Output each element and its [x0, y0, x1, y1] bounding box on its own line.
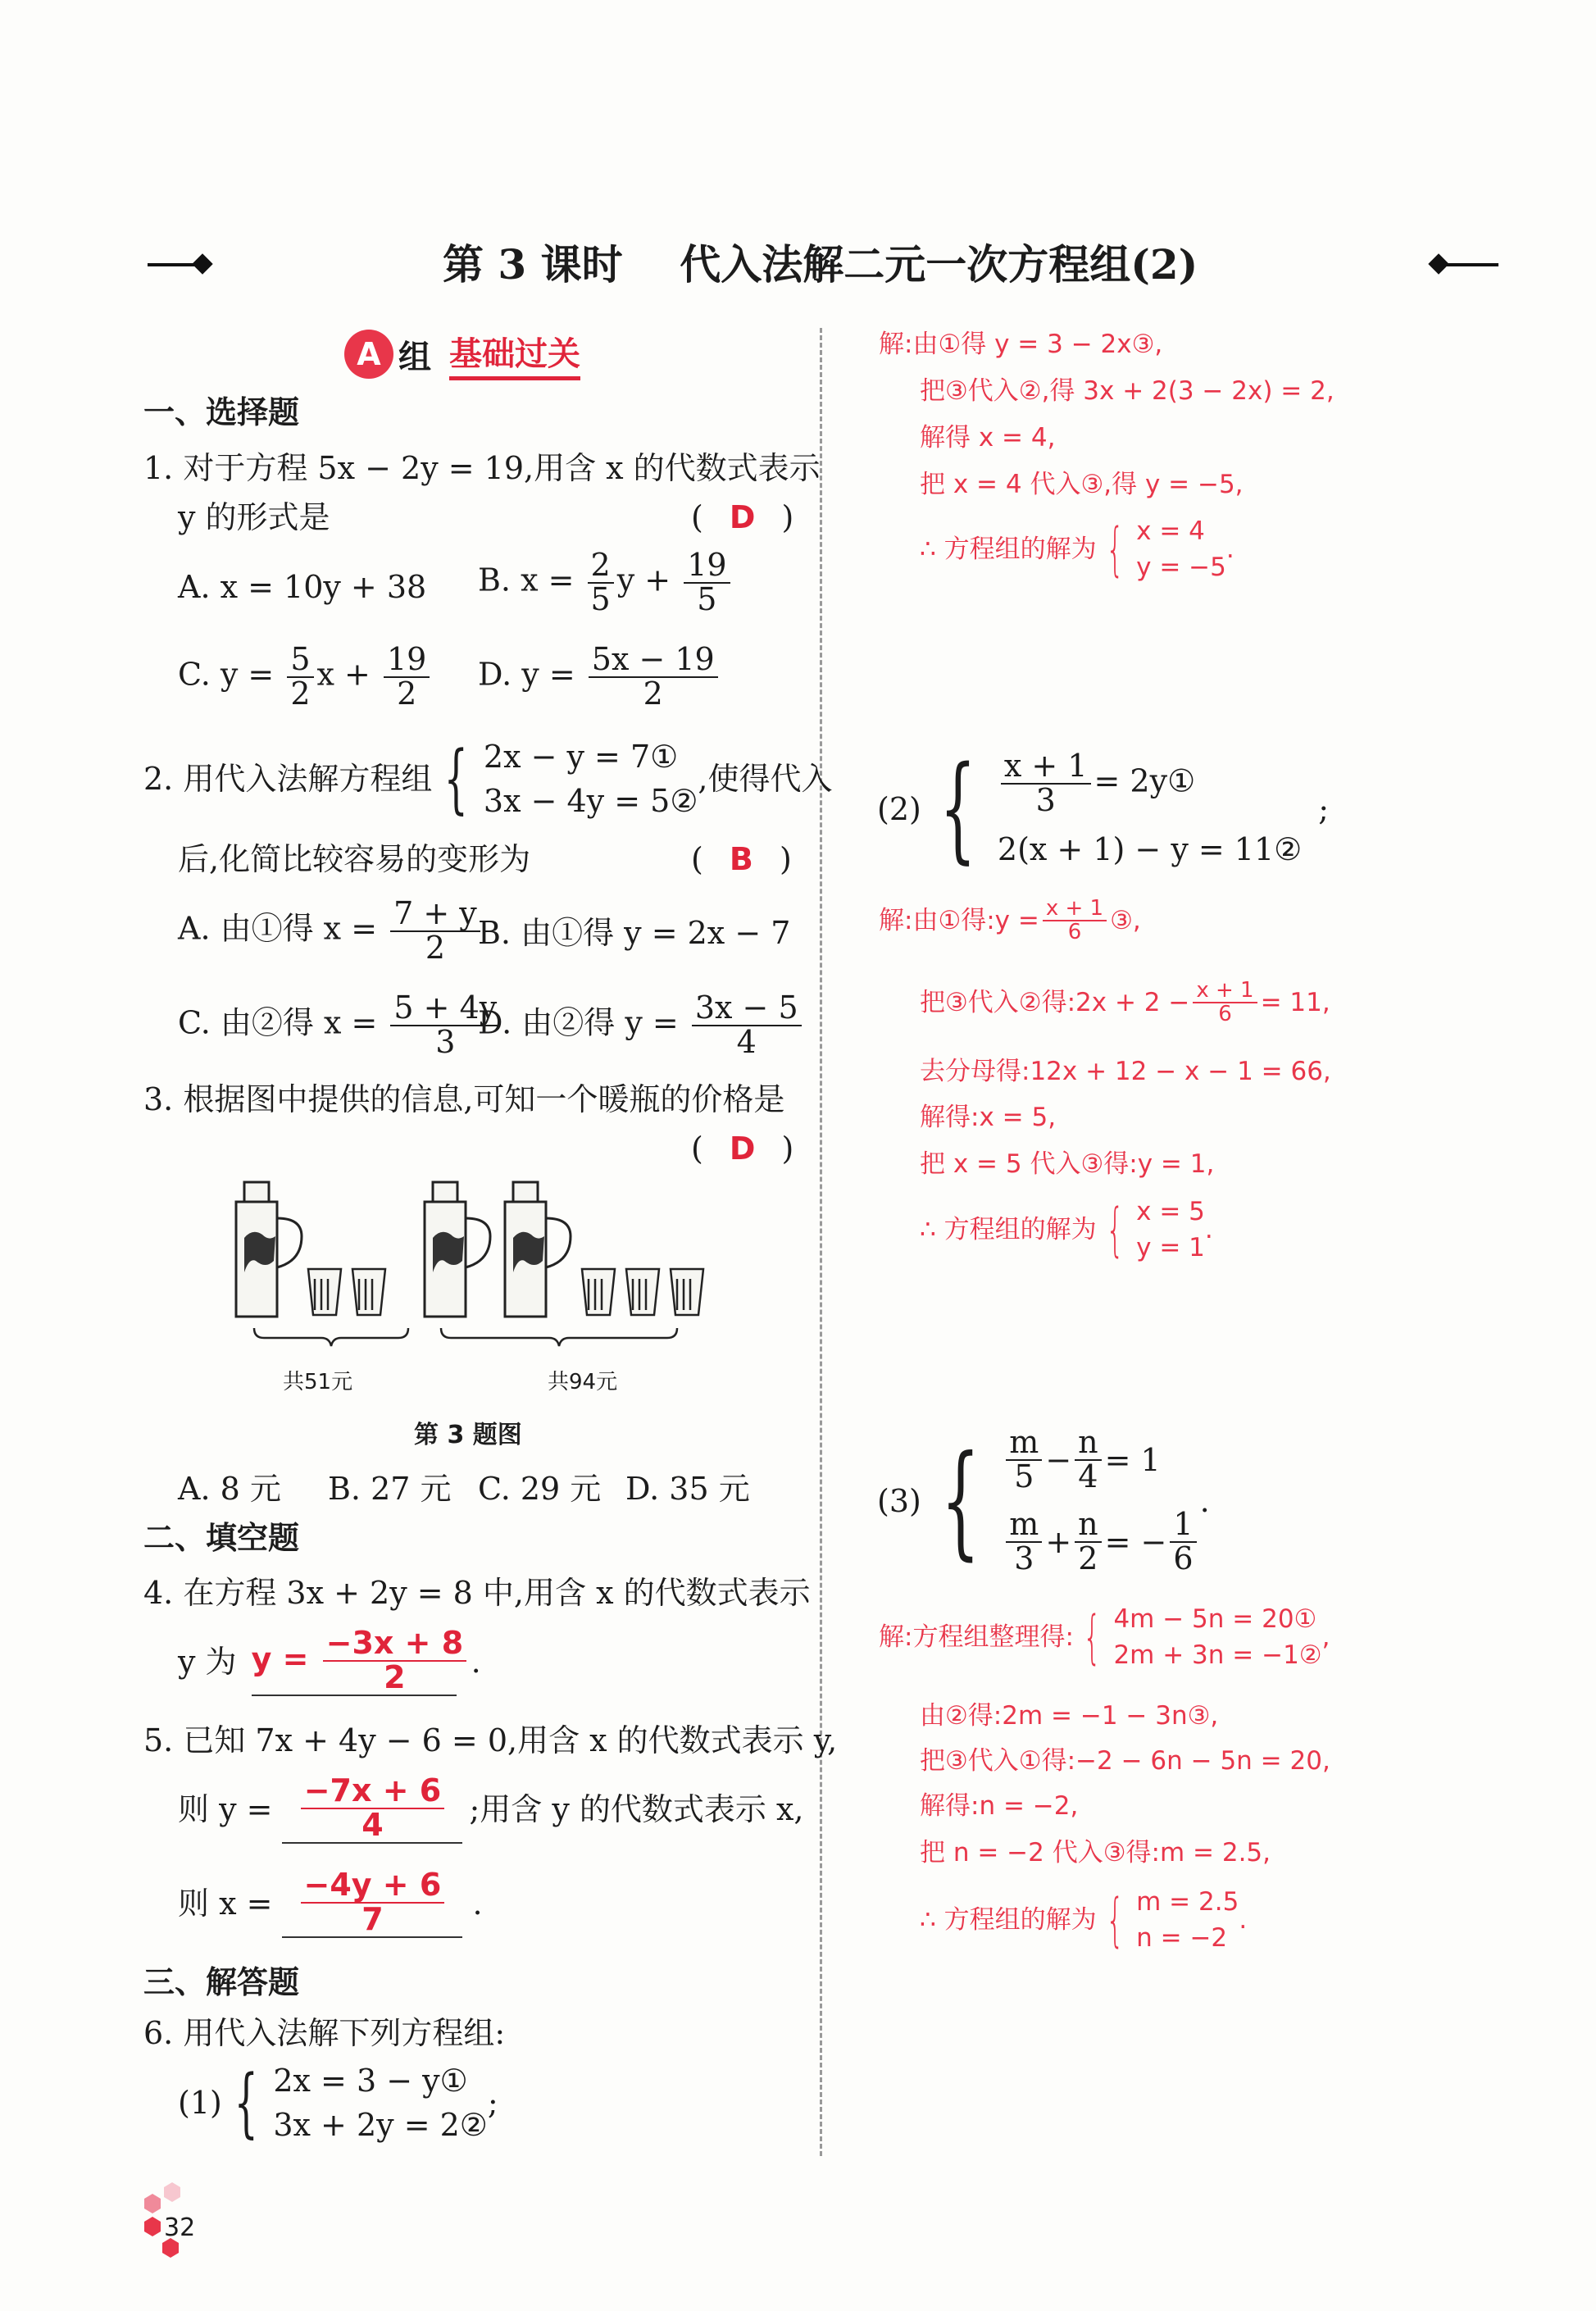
- q4-stem-b-row: [178, 1627, 481, 1696]
- group-badge-circle: [344, 330, 393, 379]
- sol2-l6-pre: ∴ 方程组的解为: [920, 1215, 1097, 1244]
- frac-den: 5: [590, 580, 611, 617]
- sol3-l6-pre: ∴ 方程组的解为: [920, 1905, 1097, 1935]
- sol1-line2: 把③代入②,得 3x + 2(3 − 2x) = 2,: [920, 376, 1335, 406]
- sol3-system1: [1074, 1603, 1322, 1672]
- frac-num: 7 + y: [390, 898, 480, 932]
- q1-opt-b-mid: y +: [616, 562, 671, 598]
- brace-icon: {: [940, 1429, 980, 1572]
- q3-option-c: C. 29 元: [478, 1471, 602, 1507]
- sol3-l6-a: m = 2.5: [1136, 1887, 1239, 1917]
- page-title: 第 3 课时 代入法解二元一次方程组(2): [443, 240, 1198, 289]
- q6-p2-label: (2): [877, 790, 921, 827]
- q6-p2-eq1-rest: = 2y①: [1094, 762, 1196, 799]
- sol1-line5: [920, 515, 1235, 584]
- sol3-l1-b: 2m + 3n = −1②: [1113, 1640, 1322, 1670]
- q3-caption-left: 共51元: [283, 1370, 353, 1394]
- q5-x-blank: [282, 1869, 462, 1938]
- q6-p3-label: (3): [877, 1482, 921, 1519]
- sol2-l1-frac: [1043, 898, 1107, 944]
- q2-stem-post: ,使得代入: [698, 761, 833, 797]
- group-letter: A: [357, 336, 381, 372]
- q2-system-rows: [484, 738, 698, 820]
- frac-den: 3: [1014, 1540, 1034, 1576]
- q5-y-row: [178, 1772, 804, 1844]
- sol2-l6-b: y = 1: [1136, 1233, 1205, 1262]
- q2-option-c: [178, 989, 503, 1060]
- q6-p2-system: [921, 741, 1303, 876]
- q2-option-a: [178, 895, 484, 966]
- sol3-l1-a: 4m − 5n = 20①: [1113, 1604, 1317, 1634]
- q6-p3-eq2-rest: = −: [1104, 1523, 1167, 1560]
- frac-num: 5: [287, 644, 313, 678]
- brace-icon: {: [1105, 1886, 1124, 1954]
- q1-opt-d-frac: [589, 641, 718, 712]
- q5-y-frac: [301, 1772, 445, 1843]
- frac-num: 19: [684, 549, 730, 584]
- q2-opt-c-pre: C. 由②得 x =: [178, 1004, 378, 1041]
- frac-num: x + 1: [1043, 898, 1107, 921]
- q2-answer-bracket: ( B ): [691, 841, 792, 877]
- sol2-line6: [920, 1195, 1213, 1264]
- q1-stem-b: y 的形式是: [178, 499, 330, 535]
- q2-stem: [143, 735, 833, 822]
- q1-opt-c-frac2: [384, 641, 430, 712]
- hexagon-icon: [144, 2194, 161, 2213]
- sol3-l6-end: .: [1239, 1905, 1248, 1935]
- q6-p3-eq1-frac-a: [1006, 1426, 1042, 1494]
- q1-opt-b-pre: B. x =: [478, 562, 575, 598]
- hexagon-icon: [144, 2217, 161, 2236]
- sol3-l1-end: ,: [1321, 1622, 1330, 1652]
- q6-p3-eq2-frac-c: [1170, 1505, 1196, 1576]
- q3-caption-right: 共94元: [548, 1370, 618, 1394]
- cup-icon: [308, 1269, 385, 1315]
- q3-figure: [230, 1181, 754, 1394]
- q6-p2-rows: [998, 750, 1302, 868]
- section-solve-heading: 三、解答题: [143, 1964, 300, 2000]
- brace-icon: {: [1083, 1604, 1102, 1671]
- sol3-line2: 由②得:2m = −1 − 3n③,: [920, 1701, 1219, 1731]
- sol1-rows: [1136, 515, 1226, 584]
- q6-p1-end: ;: [487, 2085, 498, 2121]
- hexagon-icon: [164, 2182, 180, 2202]
- q2-opt-d-pre: D. 由②得 y =: [478, 1004, 679, 1041]
- q2-stem-pre: 2. 用代入法解方程组: [143, 761, 433, 797]
- q4-answer-blank: [251, 1625, 464, 1696]
- group-label: 基础过关: [449, 328, 580, 380]
- page-number: 32: [164, 2213, 196, 2242]
- q3-stem: 3. 根据图中提供的信息,可知一个暖瓶的价格是: [143, 1081, 785, 1117]
- q1-opt-b-frac2: [684, 549, 730, 616]
- sol1-l5-b: y = −5: [1136, 553, 1226, 582]
- frac-den: 2: [397, 675, 417, 712]
- q5-end: .: [472, 1885, 483, 1922]
- frac-num: m: [1006, 1508, 1042, 1543]
- q6-p3-rows: [1003, 1426, 1199, 1576]
- sol1-l5-a: x = 4: [1136, 516, 1205, 546]
- sol3-line6: [920, 1886, 1247, 1954]
- q6-p3-eq1-frac-b: [1075, 1426, 1101, 1494]
- sol2-l2-frac: [1193, 980, 1257, 1026]
- q6-p3-system: [921, 1426, 1200, 1576]
- sol2-l2-post: = 11,: [1260, 988, 1330, 1018]
- q6-p3-eq2: [1003, 1505, 1199, 1576]
- q3-answer-bracket: ( D ): [691, 1130, 794, 1167]
- header-left-diamond: [192, 253, 212, 274]
- q2-eq1: 2x − y = 7①: [483, 739, 679, 775]
- frac-den: 6: [1218, 1002, 1232, 1027]
- frac-den: 7: [361, 1900, 384, 1937]
- frac-den: 2: [384, 1658, 406, 1695]
- sol2-rows: [1136, 1195, 1205, 1264]
- q6-p2-eq1: [998, 750, 1302, 817]
- sol1-line1: 解:由①得 y = 3 − 2x③,: [879, 330, 1163, 359]
- frac-num: 2: [588, 549, 614, 584]
- frac-den: 4: [1078, 1458, 1098, 1494]
- q5-y-blank: [282, 1772, 462, 1844]
- q6-p2-eq1-frac: [1001, 750, 1091, 817]
- group-badge: [344, 328, 580, 380]
- sol1-system: [1097, 515, 1226, 584]
- q6-p1-system: [222, 2059, 488, 2146]
- frac-num: n: [1075, 1426, 1101, 1461]
- q2-option-b: B. 由①得 y = 2x − 7: [478, 915, 791, 951]
- frac-num: −4y + 6: [301, 1869, 445, 1904]
- thermos-2: [425, 1182, 571, 1317]
- frac-den: 2: [425, 929, 446, 966]
- sol3-line4: 解得:n = −2,: [920, 1791, 1079, 1821]
- frac-num: n: [1075, 1508, 1101, 1543]
- cups-icon: [582, 1269, 703, 1315]
- q6-part2: [877, 741, 1330, 876]
- sol1-line3: 解得 x = 4,: [920, 423, 1056, 453]
- brace-icon: {: [443, 735, 469, 822]
- frac-den: 3: [1035, 781, 1056, 818]
- q6-p1-rows: [273, 2062, 488, 2144]
- q6-stem: 6. 用代入法解下列方程组:: [143, 2015, 506, 2051]
- q1-option-c: [178, 641, 433, 712]
- q3-answer: D: [729, 1130, 756, 1167]
- q1-opt-d-pre: D. y =: [478, 656, 575, 693]
- q2-opt-a-frac: [390, 895, 480, 966]
- header-right-rule: [1444, 263, 1498, 266]
- sol3-l1-pre: 解:方程组整理得:: [879, 1622, 1074, 1652]
- frac-den: 4: [361, 1806, 384, 1843]
- q2-answer: B: [729, 841, 753, 877]
- frac-den: 2: [290, 675, 311, 712]
- frac-den: 3: [435, 1023, 456, 1060]
- q4-stem-a: 4. 在方程 3x + 2y = 8 中,用含 x 的代数式表示: [143, 1575, 811, 1611]
- sol3-rows2: [1136, 1886, 1239, 1954]
- section-fill-heading: 二、填空题: [143, 1520, 300, 1556]
- frac-num: −3x + 8: [323, 1627, 467, 1662]
- q6-p3-eq1: [1003, 1426, 1199, 1494]
- q6-p1-eq2: 3x + 2y = 2②: [273, 2107, 488, 2143]
- q1-opt-c-mid: x +: [316, 656, 371, 693]
- q6-p2-end: ;: [1318, 790, 1330, 827]
- q1-answer: D: [729, 499, 756, 535]
- q5-stem-a: 5. 已知 7x + 4y − 6 = 0,用含 x 的代数式表示 y,: [143, 1722, 838, 1758]
- frac-den: 2: [1078, 1540, 1098, 1576]
- sol2-l6-a: x = 5: [1136, 1197, 1205, 1226]
- brace-icon: {: [939, 741, 976, 876]
- sol2-line1: [879, 898, 1141, 944]
- sol2-line3: 去分母得:12x + 12 − x − 1 = 66,: [920, 1057, 1331, 1086]
- q5-then-x: 则 x =: [178, 1885, 273, 1922]
- frac-num: −7x + 6: [301, 1775, 445, 1809]
- q6-p3-eq2-frac-a: [1006, 1505, 1042, 1576]
- q2-opt-d-frac: [692, 989, 802, 1060]
- brace-icon: {: [1105, 1196, 1124, 1263]
- q1-option-b: [478, 549, 734, 616]
- sol3-line1: [879, 1603, 1330, 1672]
- frac-den: 6: [1067, 920, 1082, 945]
- q6-p2-eq2: 2(x + 1) − y = 11②: [997, 830, 1303, 867]
- q1-stem-a: 1. 对于方程 5x − 2y = 19,用含 x 的代数式表示: [143, 450, 821, 486]
- frac-num: 5 + 4y: [390, 992, 500, 1026]
- frac-den: 2: [643, 675, 663, 712]
- frac-num: m: [1006, 1426, 1042, 1461]
- sol3-rows1: [1113, 1603, 1321, 1672]
- q2-opt-a-pre: A. 由①得 x =: [178, 910, 378, 947]
- q6-p3-eq2-frac-b: [1075, 1505, 1101, 1576]
- column-divider: [820, 328, 822, 2156]
- q1-opt-c-frac1: [287, 641, 313, 712]
- sol2-l1-post: ③,: [1110, 906, 1141, 936]
- thermos-1: [236, 1182, 302, 1317]
- q6-p3-eq1-op: −: [1045, 1441, 1072, 1478]
- q4-ans-pre: y =: [251, 1640, 309, 1677]
- q4-stem-b: y 为: [178, 1643, 237, 1680]
- q3-option-b: B. 27 元: [328, 1471, 452, 1507]
- q5-x-row: [178, 1869, 483, 1938]
- sol1-l5-end: .: [1225, 535, 1235, 564]
- sol2-l2-pre: 把③代入②得:2x + 2 −: [920, 988, 1190, 1018]
- sol2-l6-end: .: [1204, 1215, 1213, 1244]
- frac-num: 3x − 5: [692, 992, 802, 1026]
- q1-opt-c-pre: C. y =: [178, 656, 275, 693]
- frac-den: 5: [1014, 1458, 1034, 1494]
- q6-part3: [877, 1426, 1210, 1576]
- sol3-system2: [1097, 1886, 1239, 1954]
- q1-opt-b-frac1: [588, 549, 614, 616]
- sol1-line4: 把 x = 4 代入③,得 y = −5,: [920, 470, 1244, 499]
- q2-eq2: 3x − 4y = 5②: [483, 783, 698, 819]
- q6-p3-eq1-rest: = 1: [1104, 1441, 1161, 1478]
- brace-icon: {: [234, 2059, 258, 2146]
- q6-p3-end: .: [1199, 1482, 1210, 1519]
- sol2-line2: [920, 980, 1330, 1026]
- frac-num: x + 1: [1193, 980, 1257, 1003]
- q6-part1: [178, 2059, 498, 2146]
- q6-p3-eq2-op: +: [1045, 1523, 1072, 1560]
- section-choice-heading: 一、选择题: [143, 394, 300, 430]
- sol3-line5: 把 n = −2 代入③得:m = 2.5,: [920, 1838, 1271, 1867]
- frac-num: 19: [384, 644, 430, 678]
- frac-num: 1: [1170, 1508, 1196, 1543]
- frac-num: x + 1: [1001, 750, 1091, 785]
- brace-left: [254, 1328, 408, 1346]
- q3-figure-caption: 第 3 题图: [414, 1421, 522, 1449]
- frac-num: 5x − 19: [589, 644, 718, 678]
- frac-den: 4: [736, 1023, 757, 1060]
- brace-icon: {: [1105, 516, 1124, 583]
- q5-then-y: 则 y =: [178, 1790, 273, 1827]
- sol2-line5: 把 x = 5 代入③得:y = 1,: [920, 1149, 1215, 1179]
- sol1-l5-pre: ∴ 方程组的解为: [920, 535, 1097, 564]
- q3-option-a: A. 8 元: [178, 1471, 281, 1507]
- sol2-line4: 解得:x = 5,: [920, 1103, 1057, 1132]
- frac-den: 6: [1173, 1540, 1194, 1576]
- q4-ans-frac: [323, 1627, 467, 1695]
- frac-den: 5: [697, 580, 717, 617]
- q6-p1-label: (1): [178, 2085, 222, 2121]
- q2-option-d: [478, 989, 805, 1060]
- q1-option-d: [478, 641, 721, 712]
- sol2-l1-pre: 解:由①得:y =: [879, 906, 1039, 936]
- q6-p1-eq1: 2x = 3 − y①: [273, 2063, 468, 2099]
- sol3-line3: 把③代入①得:−2 − 6n − 5n = 20,: [920, 1746, 1330, 1776]
- q1-answer-bracket: ( D ): [691, 499, 794, 535]
- q1-option-a: A. x = 10y + 38: [178, 569, 427, 605]
- sol2-system: [1097, 1195, 1205, 1264]
- q5-mid: ;用含 y 的代数式表示 x,: [469, 1790, 804, 1827]
- q2-system: [432, 735, 698, 822]
- q3-option-d: D. 35 元: [625, 1471, 750, 1507]
- brace-right: [441, 1328, 677, 1346]
- sol3-l6-b: n = −2: [1136, 1923, 1228, 1953]
- q4-end: .: [471, 1643, 481, 1680]
- q2-stem-b: 后,化简比较容易的变形为: [178, 841, 531, 877]
- q5-x-frac: [301, 1869, 445, 1936]
- group-word: 组: [398, 338, 431, 376]
